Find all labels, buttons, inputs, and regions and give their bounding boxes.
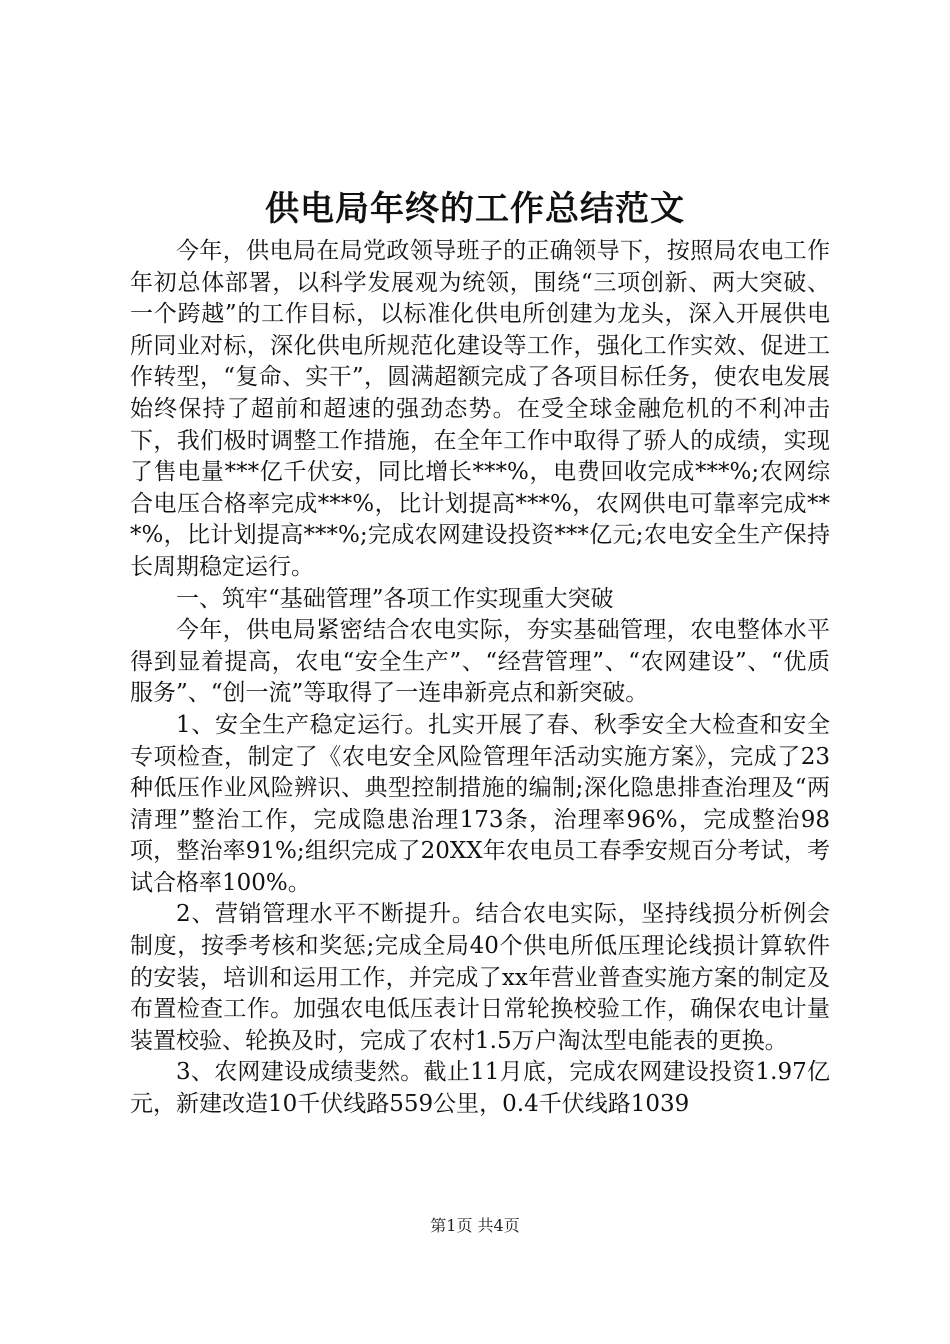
paragraph-intro: 今年，供电局在局党政领导班子的正确领导下，按照局农电工作年初总体部署，以科学发展观为统领，围绕“三项创新、两大突破、一个跨越”的工作目标，以标准化供电所创建为龙头，深入开展供电所同业对标，深化供电所规范化建设等工作，强化工作实效、促进工作转型，“复命、实干”，圆满超额完成了各项目标任务，使农电发展始终保持了超前和超速的强劲态势。在受全球金融危机的不利冲击下，我们极时调整工作措施，在全年工作中取得了骄人的成绩，实现了售电量***亿千伏安，同比增长***%，电费回收完成***%;农网综合电压合格率完成***%，比计划提高***%，农网供电可靠率完成***%，比计划提高***%;完成农网建设投资***亿元;农电安全生产保持长周期稳定运行。: [130, 238, 830, 580]
document-body: [130, 236, 830, 1121]
paragraph-item-2-marketing: 2、营销管理水平不断提升。结合农电实际，坚持线损分析例会制度，按季考核和奖惩;完成全局40个供电所低压理论线损计算软件的安装，培训和运用工作，并完成了xx年营业普查实施方案的制定及布置检查工作。加强农电低压表计日常轮换校验工作，确保农电计量装置校验、轮换及时，完成了农村1.5万户淘汰型电能表的更换。: [130, 901, 830, 1054]
section-heading-1: 一、筑牢“基础管理”各项工作实现重大突破: [176, 585, 614, 612]
paragraph-item-3-grid-construction: 3、农网建设成绩斐然。截止11月底，完成农网建设投资1.97亿元，新建改造10千伏线路559公里，0.4千伏线路1039: [130, 1059, 830, 1118]
page-number-footer: 第1页 共4页: [430, 1216, 520, 1235]
document-title: 供电局年终的工作总结范文: [265, 189, 685, 229]
paragraph-item-1-safety: 1、安全生产稳定运行。扎实开展了春、秋季安全大检查和安全专项检查，制定了《农电安全风险管理年活动实施方案》，完成了23种低压作业风险辨识、典型控制措施的编制;深化隐患排查治理及“两清理”整治工作，完成隐患治理173条，治理率96%，完成整治98项，整治率91%;组织完成了20XX年农电员工春季安规百分考试，考试合格率100%。: [130, 711, 830, 896]
paragraph-section-1-intro: 今年，供电局紧密结合农电实际，夯实基础管理，农电整体水平得到显着提高，农电“安全生产”、“经营管理”、“农网建设”、“优质服务”、“创一流”等取得了一连串新亮点和新突破。: [130, 617, 830, 707]
